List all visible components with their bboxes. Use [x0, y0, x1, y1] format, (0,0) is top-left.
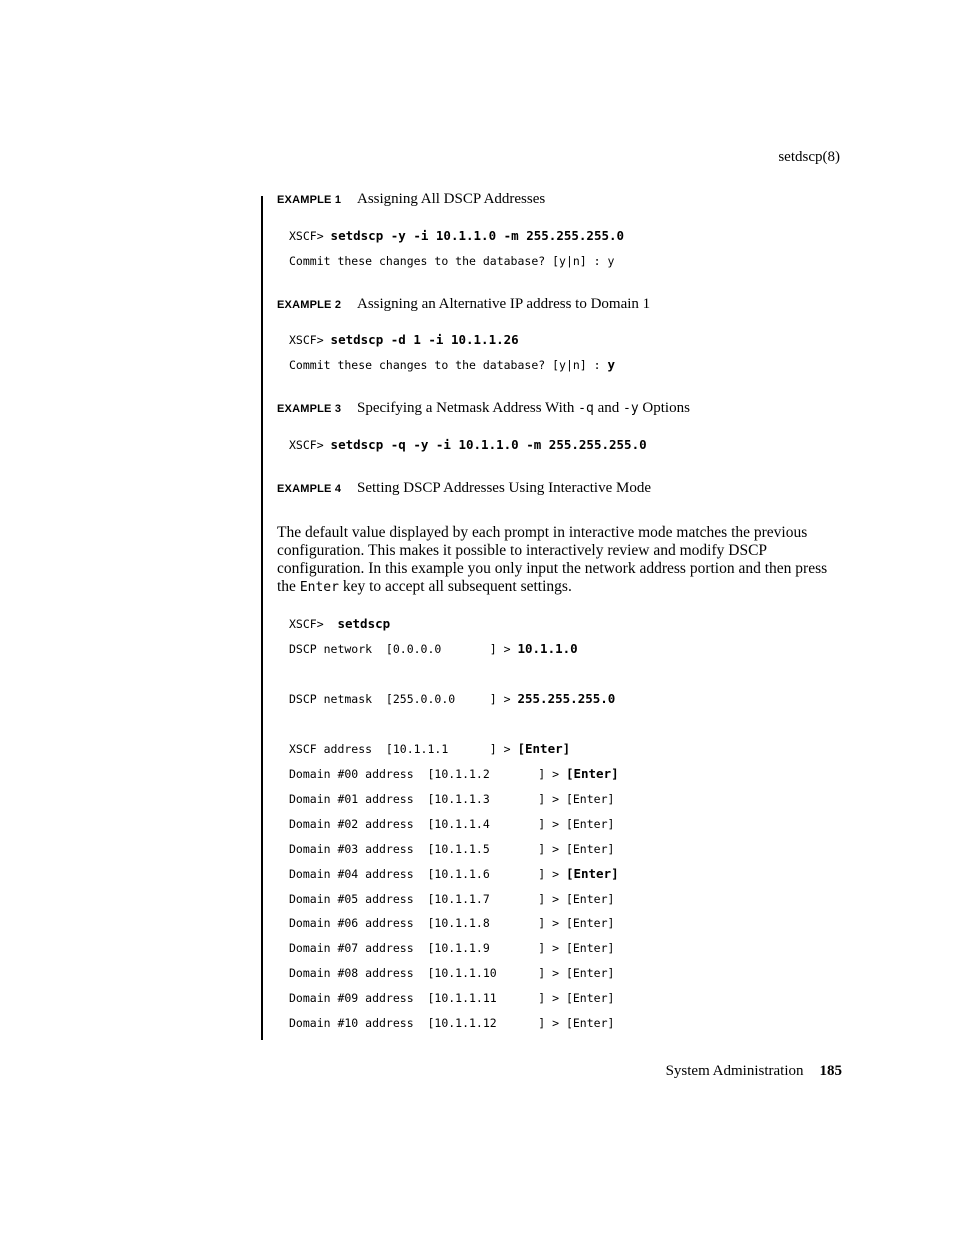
domain-prompt: Domain #05 address [10.1.1.7 ] > — [289, 891, 566, 906]
example-label: EXAMPLE 1 — [277, 194, 342, 206]
network-value: 10.1.1.0 — [517, 641, 578, 656]
confirm-text: Commit these changes to the database? [y|n] : — [289, 358, 608, 372]
network-prompt: DSCP network [0.0.0.0 ] > — [289, 642, 518, 656]
domain-line — [289, 1015, 614, 1031]
command: setdscp — [337, 616, 391, 631]
domain-value: [Enter] — [565, 816, 615, 831]
example-1-heading — [277, 191, 545, 208]
netmask-prompt: DSCP netmask [255.0.0.0 ] > — [289, 692, 518, 706]
domain-line — [289, 915, 614, 931]
title-text: and — [593, 400, 623, 416]
domain-line — [289, 891, 614, 907]
paragraph-text: key to accept all subsequent settings. — [338, 578, 572, 595]
domain-value: [Enter] — [565, 865, 619, 881]
code-line — [289, 228, 624, 244]
title-text: Specifying a Netmask Address With — [357, 400, 579, 416]
example-2-heading — [277, 296, 650, 313]
domain-prompt: Domain #04 address [10.1.1.6 ] > — [289, 866, 566, 881]
example-4-heading — [277, 480, 651, 497]
title-text: Options — [638, 400, 690, 416]
domain-prompt: Domain #07 address [10.1.1.9 ] > — [289, 941, 566, 956]
code-line — [289, 691, 615, 707]
xscf-prompt: XSCF address [10.1.1.1 ] > — [289, 742, 518, 756]
example-title: Assigning an Alternative IP address to Domain 1 — [357, 296, 651, 312]
domain-value: [Enter] — [565, 966, 615, 981]
domain-line — [289, 990, 614, 1006]
code-line — [289, 616, 390, 632]
domain-line — [289, 816, 614, 832]
domain-value: [Enter] — [565, 841, 615, 856]
change-bar — [261, 196, 263, 1040]
prompt: XSCF> — [289, 229, 331, 243]
domain-line — [289, 791, 614, 807]
domain-value: [Enter] — [565, 916, 615, 931]
code-line — [289, 741, 570, 757]
option-q: -q — [578, 401, 594, 416]
domain-value: [Enter] — [565, 991, 615, 1006]
example-label: EXAMPLE 3 — [277, 403, 342, 415]
body-paragraph — [277, 524, 833, 597]
domain-value: [Enter] — [565, 791, 615, 806]
command: setdscp -y -i 10.1.1.0 -m 255.255.255.0 — [330, 228, 625, 243]
domain-prompt: Domain #06 address [10.1.1.8 ] > — [289, 916, 566, 931]
prompt: XSCF> — [289, 333, 331, 347]
example-label: EXAMPLE 2 — [277, 299, 342, 311]
command: setdscp -d 1 -i 10.1.1.26 — [330, 332, 519, 347]
code-line — [289, 437, 647, 453]
prompt: XSCF> — [289, 617, 338, 631]
netmask-value: 255.255.255.0 — [517, 691, 616, 706]
domain-line — [289, 965, 614, 981]
domain-prompt: Domain #08 address [10.1.1.10 ] > — [289, 966, 566, 981]
domain-prompt: Domain #03 address [10.1.1.5 ] > — [289, 841, 566, 856]
domain-prompt: Domain #10 address [10.1.1.12 ] > — [289, 1016, 566, 1030]
domain-prompt: Domain #01 address [10.1.1.3 ] > — [289, 791, 566, 806]
example-title: Assigning All DSCP Addresses — [357, 191, 546, 207]
footer-section: System Administration — [665, 1063, 804, 1079]
domain-value: [Enter] — [565, 941, 615, 956]
prompt: XSCF> — [289, 438, 331, 452]
code-line: Commit these changes to the database? [y|n] : y — [289, 254, 615, 268]
option-y: -y — [623, 401, 639, 416]
domain-line — [289, 940, 614, 956]
domain-line — [289, 766, 619, 782]
paragraph-text: The default value displayed by each prompt in interactive mode matches the previous configuration. This makes it possible to interactively review and modify DSCP configuration. In this example you only input the network address portion and then press the — [277, 524, 828, 595]
domain-value: [Enter] — [565, 891, 615, 906]
example-3-heading — [277, 400, 690, 417]
command: setdscp -q -y -i 10.1.1.0 -m 255.255.255.0 — [330, 437, 647, 452]
domain-value: [Enter] — [565, 766, 619, 781]
domain-line — [289, 866, 619, 882]
code-line — [289, 357, 615, 373]
example-label: EXAMPLE 4 — [277, 483, 342, 495]
example-title — [357, 400, 690, 416]
domain-prompt: Domain #09 address [10.1.1.11 ] > — [289, 991, 566, 1006]
enter-key: Enter — [299, 580, 339, 595]
page-number: 185 — [819, 1063, 842, 1079]
code-line — [289, 641, 578, 657]
domain-line — [289, 841, 614, 857]
domain-value: [Enter] — [565, 1016, 615, 1030]
confirm-answer: y — [607, 357, 616, 372]
domain-prompt: Domain #00 address [10.1.1.2 ] > — [289, 767, 566, 781]
running-head: setdscp(8) — [778, 149, 840, 165]
example-title: Setting DSCP Addresses Using Interactive Mode — [357, 480, 652, 496]
xscf-value: [Enter] — [517, 741, 571, 756]
page-footer — [666, 1063, 842, 1080]
domain-prompt: Domain #02 address [10.1.1.4 ] > — [289, 816, 566, 831]
code-line — [289, 332, 519, 348]
